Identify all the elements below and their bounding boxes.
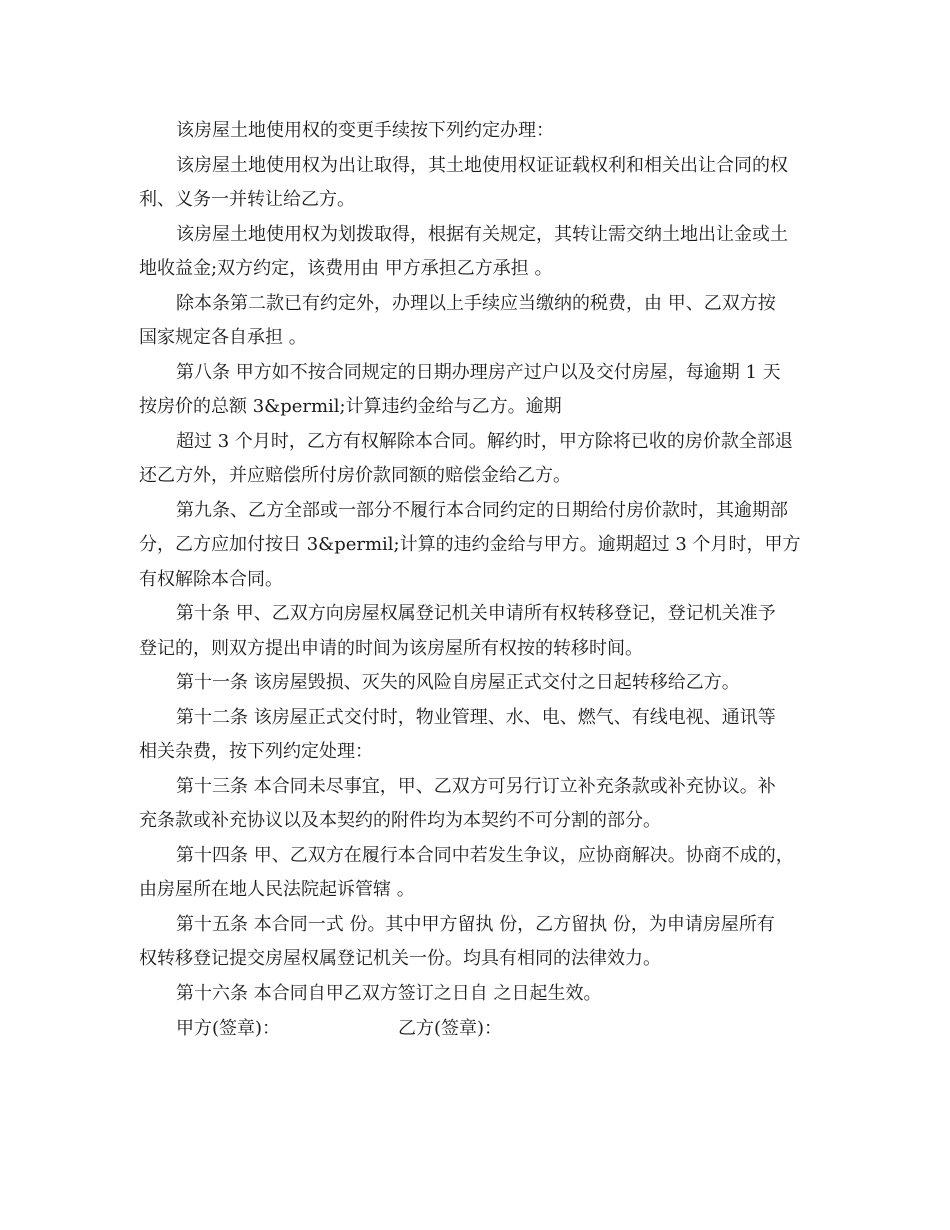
text-line: 国家规定各自承担 。 [139, 327, 307, 348]
text-line: 该房屋土地使用权为划拨取得，根据有关规定，其转让需交纳土地出让金或土 [176, 224, 788, 245]
text-line: 按房价的总额 3&permil;计算违约金给与乙方。逾期 [139, 396, 562, 417]
text-line: 第十条 甲、乙双方向房屋权属登记机关申请所有权转移登记，登记机关准予 [176, 603, 776, 624]
text-line: 除本条第二款已有约定外，办理以上手续应当缴纳的税费，由 甲、乙双方按 [176, 293, 776, 314]
text-line: 第十四条 甲、乙双方在履行本合同中若发生争议，应协商解决。协商不成的， [176, 845, 794, 866]
party-b-signature-label: 乙方(签章)： [398, 1018, 503, 1039]
text-line: 第十六条 本合同自甲乙双方签订之日自 之日起生效。 [176, 983, 602, 1004]
text-line: 该房屋土地使用权为出让取得，其土地使用权证证载权利和相关出让合同的权 [176, 155, 788, 176]
text-line: 由房屋所在地人民法院起诉管辖 。 [139, 879, 415, 900]
text-line: 第十一条 该房屋毁损、灭失的风险自房屋正式交付之日起转移给乙方。 [176, 672, 740, 693]
text-line: 第十二条 该房屋正式交付时，物业管理、水、电、燃气、有线电视、通讯等 [176, 707, 776, 728]
text-line: 还乙方外，并应赔偿所付房价款同额的赔偿金给乙方。 [139, 465, 571, 486]
text-line: 该房屋土地使用权的变更手续按下列约定办理： [176, 120, 554, 141]
text-line: 充条款或补充协议以及本契约的附件均为本契约不可分割的部分。 [139, 810, 661, 831]
text-line: 第十三条 本合同未尽事宜，甲、乙双方可另行订立补充条款或补充协议。补 [176, 776, 776, 797]
text-line: 第十五条 本合同一式 份。其中甲方留执 份，乙方留执 份，为申请房屋所有 [176, 914, 775, 935]
text-line: 第八条 甲方如不按合同规定的日期办理房产过户以及交付房屋，每逾期 1 天 [176, 362, 781, 383]
text-line: 有权解除本合同。 [139, 569, 283, 590]
party-a-signature-label: 甲方(签章)： [176, 1018, 281, 1039]
text-line: 权转移登记提交房屋权属登记机关一份。均具有相同的法律效力。 [139, 948, 661, 969]
text-line: 第九条、乙方全部或一部分不履行本合同约定的日期给付房价款时，其逾期部 [176, 500, 788, 521]
text-line: 超过 3 个月时，乙方有权解除本合同。解约时，甲方除将已收的房价款全部退 [176, 431, 793, 452]
text-line: 地收益金;双方约定，该费用由 甲方承担乙方承担 。 [139, 258, 553, 279]
text-line: 利、义务一并转让给乙方。 [139, 189, 355, 210]
text-line: 相关杂费，按下列约定处理： [139, 741, 373, 762]
text-line: 分，乙方应加付按日 3&permil;计算的违约金给与甲方。逾期超过 3 个月时，甲方 [139, 534, 801, 555]
text-line: 登记的，则双方提出申请的时间为该房屋所有权按的转移时间。 [139, 638, 643, 659]
